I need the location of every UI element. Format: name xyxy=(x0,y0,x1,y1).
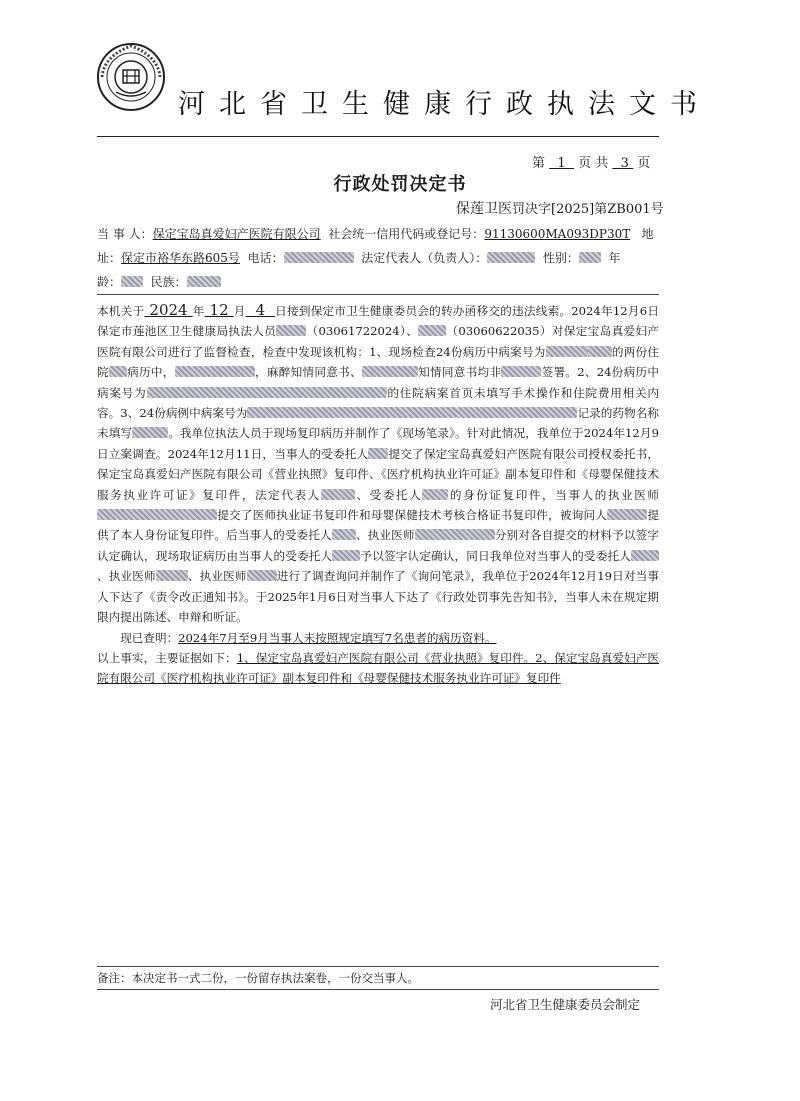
paragraph-findings: 现已查明：2024年7月至9月当事人未按照规定填写7名患者的病历资料。 xyxy=(120,630,497,645)
paragraph-facts: 本机关于 2024 年 12 月 4 日接到保定市卫生健康委员会的转办函移交的违法线索。2024年12月6日保定市莲池区卫生健康局执法人员 （03061722024）、 （03060622035）对保定宝岛真爱妇产医院有限公司进行了监督检查，检查中发现该机构：1、现场检查24份病历中病案号为 的两份住院 病历中， ，麻醉知情同意书、 知情同意书均非 签署。2、24份病历中病案号为 的住院病案首页未填写手术操作和住院费用相关内容。3、24份病例中病案号为 记录的药物名称未填写 。我单位执法人员于现场复印病历并制作了《现场笔录》。针对此情况，我单位于2024年12月9日立案调查。2024年12月11日，当事人的受委托人 提交了保定宝岛真爱妇产医院有限公司授权委托书，保定宝岛真爱妇产医院有限公司《营业执照》复印件、《医疗机构执业许可证》副本复印件和《母婴保健技术服务执业许可证》复印件，法定代表人 、受委托人 的身份证复印件，当事人的执业医师提交了医师执业证书复印件和母婴保健技术考核合格证书复印件，被询问人 提供了本人身份证复印件。后当事人的受委托人 、执业医师 分别对各自提交的材料予以签字认定确认，现场取证病历由当事人的受委托人 予以签字认定确认，同日我单位对当事人的受委托人、执业医师 、执业医师 进行了调查询问并制作了《询问笔录》，我单位于2024年12月19日对当事人下达了《责令改正通知书》。于2025年1月6日对当事人下达了《行政处罚事先告知书》，当事人未在规定期限内提出陈述、申辩和听证。 xyxy=(97,301,659,625)
document-title: 行政处罚决定书 xyxy=(333,174,467,195)
party-rule xyxy=(97,294,659,295)
footer-rule xyxy=(97,966,659,967)
party-line-1: 当 事 人：保定宝岛真爱妇产医院有限公司 社会统一信用代码或登记号：91130600MA093DP30T 地 xyxy=(97,227,654,241)
redacted-gender xyxy=(579,252,601,263)
party-name: 保定宝岛真爱妇产医院有限公司 xyxy=(152,227,321,241)
header-title: 河北省卫生健康行政执法文书 xyxy=(178,89,711,120)
page-total: 3 xyxy=(620,156,629,171)
redacted-legal-rep xyxy=(487,252,535,263)
header-rule xyxy=(97,136,659,137)
party-address: 保定市裕华东路605号 xyxy=(121,251,240,265)
redacted-ethnicity xyxy=(187,276,221,287)
page-current: 1 xyxy=(557,156,566,171)
findings-text: 2024年7月至9月当事人未按照规定填写7名患者的病历资料。 xyxy=(178,630,497,645)
paragraph-evidence: 以上事实，主要证据如下：1、保定宝岛真爱妇产医院有限公司《营业执照》复印件。2、保定宝岛真爱妇产医院有限公司《医疗机构执业许可证》副本复印件和《母婴保健技术服务执业许可证》复印件 xyxy=(97,650,659,686)
party-line-3: 龄： 民族： xyxy=(97,270,661,294)
page-number: 第 1 页 共 3 页 xyxy=(532,156,651,171)
footer-note: 备注：本决定书一式二份，一份留存执法案卷，一份交当事人。 xyxy=(97,971,419,985)
credit-code: 91130600MA093DP30T xyxy=(484,227,631,241)
redacted-phone xyxy=(284,252,354,263)
footer-rule-2 xyxy=(97,989,659,990)
footer-org: 河北省卫生健康委员会制定 xyxy=(490,997,641,1012)
document-number: 保莲卫医罚决字[2025]第ZB001号 xyxy=(456,201,664,217)
evidence-text: 1、保定宝岛真爱妇产医院有限公司《营业执照》复印件。2、保定宝岛真爱妇产医院有限公司《医疗机构执业许可证》副本复印件和《母婴保健技术服务执业许可证》复印件 xyxy=(97,650,659,686)
emblem-seal xyxy=(96,42,166,112)
party-line-2: 址：保定市裕华东路605号 电话： 法定代表人（负责人）： 性别： 年 xyxy=(97,251,621,265)
redacted-age xyxy=(121,276,143,287)
decision-body xyxy=(97,300,659,689)
